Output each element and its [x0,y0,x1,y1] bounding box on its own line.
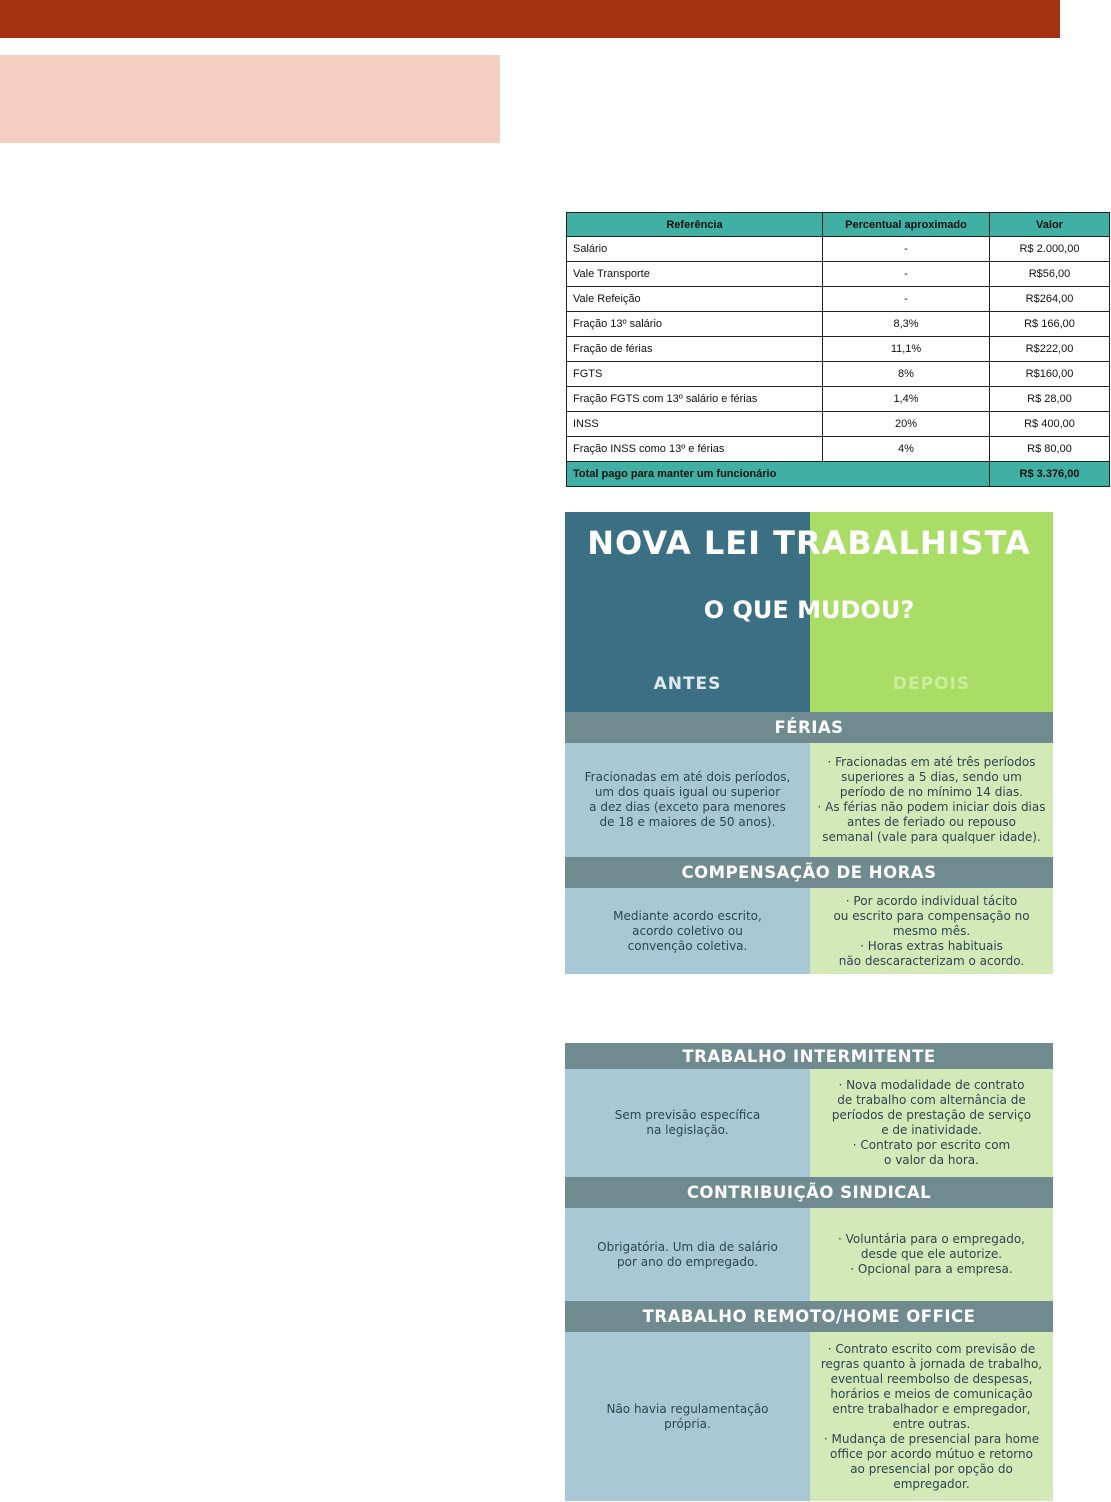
cell-percent: - [823,262,990,287]
intermitente-after-text: · Nova modalidade de contrato de trabalho com alternância de períodos de prestação de serviço e de inatividade. · Contrato por escrito com o valor da hora. [810,1069,1053,1177]
sindical-after-text: · Voluntária para o empregado, desde que ele autorize. · Opcional para a empresa. [810,1208,1053,1301]
total-label: Total pago para manter um funcionário [567,462,990,487]
cell-reference: FGTS [567,362,823,387]
table-row [567,387,1110,412]
section-body-sindical [565,1208,1053,1301]
compensacao-before-text: Mediante acordo escrito, acordo coletivo ou convenção coletiva. [565,888,810,974]
cell-value: R$160,00 [990,362,1110,387]
section-body-intermitente [565,1069,1053,1177]
table-row [567,237,1110,262]
cell-reference: Vale Transporte [567,262,823,287]
cell-value: R$56,00 [990,262,1110,287]
column-header-value: Valor [990,213,1110,237]
cell-reference: INSS [567,412,823,437]
section-title-ferias: FÉRIAS [565,712,1053,743]
highlight-box [0,55,500,143]
cell-value: R$ 80,00 [990,437,1110,462]
cell-percent: 8,3% [823,312,990,337]
home-office-after-text: · Contrato escrito com previsão de regras quanto à jornada de trabalho, eventual reembolso de despesas, horários e meios de comunicação entre trabalhador e empregador, entre outras. · Mudança de presencial para home office por acordo mútuo e retorno ao presencial por opção do empregador. [810,1332,1053,1501]
ferias-after-text: · Fracionadas em até três períodos superiores a 5 dias, sendo um período de no mínimo 14 dias. · As férias não podem iniciar dois dias antes de feriado ou repouso semanal (vale para qualquer idade). [810,743,1053,857]
table-row [567,262,1110,287]
header-bar [0,0,1060,38]
table-row [567,412,1110,437]
cell-percent: - [823,287,990,312]
column-header-percent: Percentual aproximado [823,213,990,237]
infographic-subtitle: O QUE MUDOU? [703,596,915,624]
cell-value: R$264,00 [990,287,1110,312]
table-row [567,312,1110,337]
cell-value: R$ 2.000,00 [990,237,1110,262]
infographic-hero [565,512,1053,712]
section-body-ferias [565,743,1053,857]
cell-reference: Fração FGTS com 13º salário e férias [567,387,823,412]
sindical-before-text: Obrigatória. Um dia de salário por ano do empregado. [565,1208,810,1301]
cell-reference: Fração INSS como 13º e férias [567,437,823,462]
total-value: R$ 3.376,00 [990,462,1110,487]
cell-reference: Fração 13º salário [567,312,823,337]
cell-value: R$ 28,00 [990,387,1110,412]
section-body-compensacao [565,888,1053,974]
infographic-title: NOVA LEI TRABALHISTA [587,524,1031,562]
cell-value: R$ 166,00 [990,312,1110,337]
table-row [567,437,1110,462]
home-office-before-text: Não havia regulamentação própria. [565,1332,810,1501]
table-row [567,287,1110,312]
column-label-depois: DEPOIS [892,674,971,694]
section-title-sindical: CONTRIBUIÇÃO SINDICAL [565,1177,1053,1208]
cell-reference: Vale Refeição [567,287,823,312]
column-label-antes: ANTES [653,674,722,694]
table-total-row [567,462,1110,487]
cell-percent: 20% [823,412,990,437]
table-row [567,362,1110,387]
column-header-reference: Referência [567,213,823,237]
cell-percent: - [823,237,990,262]
infographic-part-1 [565,512,1053,974]
cell-reference: Salário [567,237,823,262]
intermitente-before-text: Sem previsão específica na legislação. [565,1069,810,1177]
cell-percent: 11,1% [823,337,990,362]
cell-percent: 4% [823,437,990,462]
section-title-compensacao: COMPENSAÇÃO DE HORAS [565,857,1053,888]
cell-percent: 8% [823,362,990,387]
section-title-intermitente: TRABALHO INTERMITENTE [565,1043,1053,1069]
cost-table [566,212,1110,487]
cell-percent: 1,4% [823,387,990,412]
infographic-part-2 [565,1043,1053,1501]
cell-value: R$ 400,00 [990,412,1110,437]
cell-value: R$222,00 [990,337,1110,362]
cell-reference: Fração de férias [567,337,823,362]
table-header-row [567,213,1110,237]
ferias-before-text: Fracionadas em até dois períodos, um dos quais igual ou superior a dez dias (exceto para menores de 18 e maiores de 50 anos). [565,743,810,857]
table-row [567,337,1110,362]
compensacao-after-text: · Por acordo individual tácito ou escrito para compensação no mesmo mês. · Horas extras habituais não descaracterizam o acordo. [810,888,1053,974]
section-title-home-office: TRABALHO REMOTO/HOME OFFICE [565,1301,1053,1332]
section-body-home-office [565,1332,1053,1501]
